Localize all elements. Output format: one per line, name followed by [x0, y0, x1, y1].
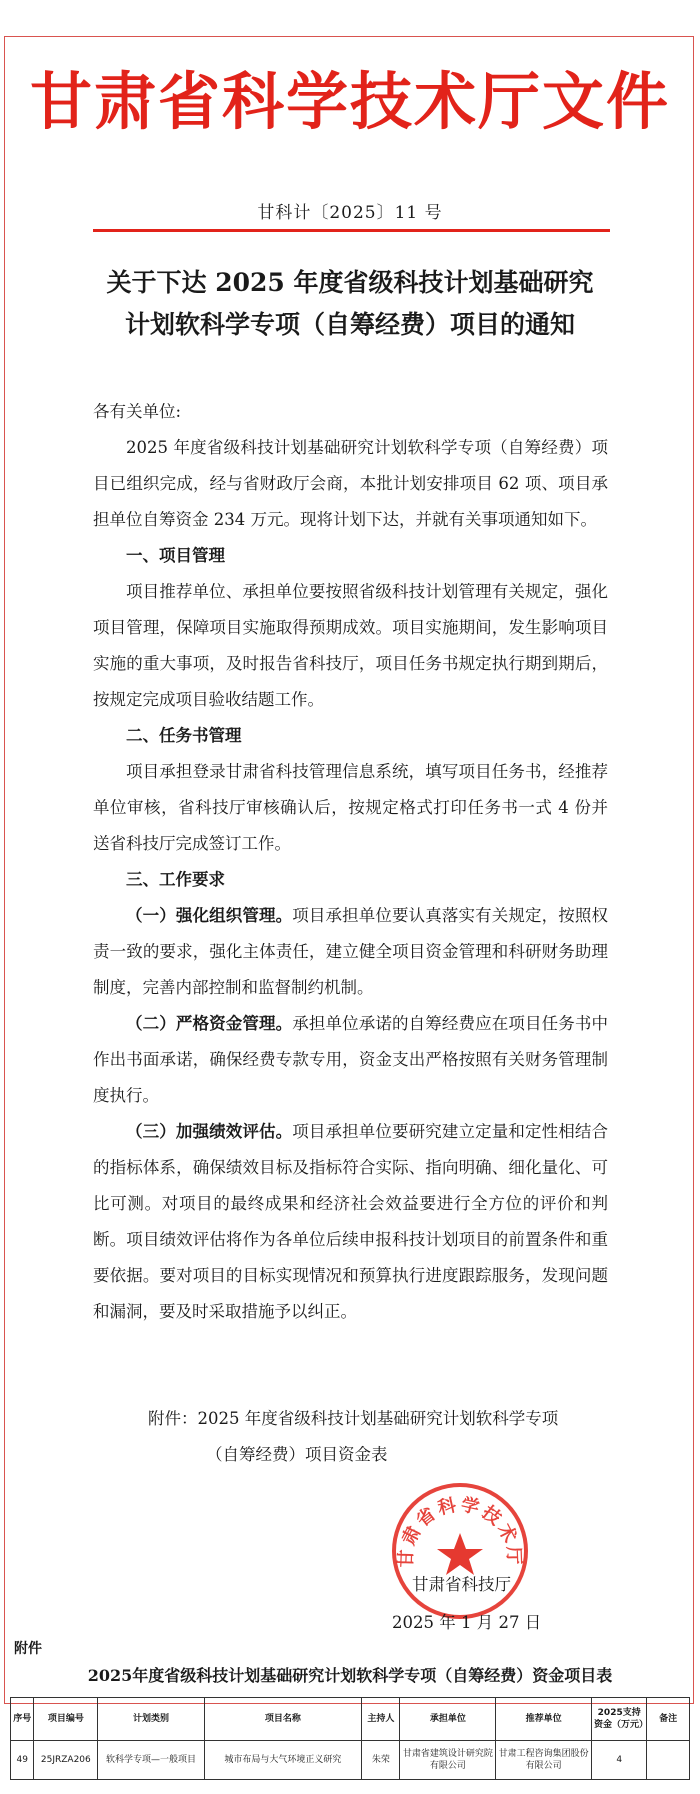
seal-text: 甘肃省科学技术厅 — [395, 1494, 525, 1568]
requirement1-text: 项目承担单位要认真落实有关规定，按照权责一致的要求，强化主体责任，建立健全项目资金管理和科研财务助理制度，完善内部控制和监督制约机制。 — [93, 906, 608, 997]
requirement1-paragraph — [93, 898, 608, 1006]
requirement2-paragraph — [93, 1006, 608, 1114]
table-cell: 甘肃工程咨询集团股份有限公司 — [496, 1741, 592, 1780]
requirement3-text: 项目承担单位要研究建立定量和定性相结合的指标体系，确保绩效目标及指标符合实际、指向明确、细化量化、可比可测。对项目的最终成果和经济社会效益要进行全方位的评价和判断。项目绩效评估将作为各单位后续申报科技计划项目的前置条件和重要依据。要对项目的目标实现情况和预算执行进度跟踪服务，发现问题和漏洞，要及时采取措施予以纠正。 — [93, 1122, 608, 1321]
requirement2-lead: （二）严格资金管理。 — [126, 1014, 293, 1033]
col-header: 项目编号 — [34, 1698, 98, 1741]
col-header: 项目名称 — [204, 1698, 362, 1741]
requirement2-text: 承担单位承诺的自筹经费应在项目任务书中作出书面承诺，确保经费专款专用，资金支出严格按照有关财务管理制度执行。 — [93, 1014, 608, 1105]
table-cell: 软科学专项—一般项目 — [98, 1741, 204, 1780]
section3-heading: 三、工作要求 — [126, 870, 225, 889]
notice-title-line1: 关于下达 2025 年度省级科技计划基础研究 — [106, 268, 594, 297]
requirement3-paragraph — [93, 1114, 608, 1330]
table-cell: 4 — [592, 1741, 647, 1780]
table-cell — [647, 1741, 690, 1780]
table-cell: 49 — [11, 1741, 34, 1780]
col-header: 计划类别 — [98, 1698, 204, 1741]
signing-authority: 甘肃省科技厅 — [412, 1575, 511, 1594]
requirement3-lead: （三）加强绩效评估。 — [126, 1122, 293, 1141]
attachment-note — [148, 1401, 608, 1473]
col-header: 2025支持资金（万元） — [592, 1698, 647, 1741]
section2-heading: 二、任务书管理 — [126, 726, 242, 745]
table-header-row — [11, 1698, 690, 1741]
col-header: 备注 — [647, 1698, 690, 1741]
section1-paragraph: 项目推荐单位、承担单位要按照省级科技计划管理有关规定，强化项目管理，保障项目实施取得预期成效。项目实施期间，发生影响项目实施的重大事项，及时报告省科技厅，项目任务书规定执行期到期后，按规定完成项目验收结题工作。 — [93, 582, 608, 709]
annex-label: 附件 — [14, 1641, 42, 1657]
funding-table — [10, 1697, 690, 1780]
document-number: 甘科计〔2025〕11 号 — [257, 203, 443, 223]
requirement1-lead: （一）强化组织管理。 — [126, 906, 293, 925]
section1-heading: 一、项目管理 — [126, 546, 225, 565]
salutation: 各有关单位: — [93, 402, 182, 421]
attachment-line1: 附件：2025 年度省级科技计划基础研究计划软科学专项 — [148, 1409, 559, 1428]
table-cell: 朱荣 — [362, 1741, 400, 1780]
col-header: 推荐单位 — [496, 1698, 592, 1741]
intro-paragraph: 2025 年度省级科技计划基础研究计划软科学专项（自筹经费）项目已组织完成，经与省财政厅会商，本批计划安排项目 62 项、项目承担单位自筹资金 234 万元。现将计划下达，并就有关事项通知如下。 — [93, 438, 608, 529]
col-header: 主持人 — [362, 1698, 400, 1741]
notice-title — [60, 262, 640, 346]
notice-title-line2: 计划软科学专项（自筹经费）项目的通知 — [124, 310, 575, 339]
col-header: 序号 — [11, 1698, 34, 1741]
notice-body — [93, 394, 608, 1330]
col-header: 承担单位 — [400, 1698, 496, 1741]
table-cell: 25JRZA206 — [34, 1741, 98, 1780]
official-seal-icon — [390, 1481, 530, 1621]
issue-date: 2025 年 1 月 27 日 — [392, 1613, 542, 1632]
table-row — [11, 1741, 690, 1780]
red-divider — [93, 229, 610, 232]
table-cell: 城市布局与大气环境正义研究 — [204, 1741, 362, 1780]
section2-paragraph: 项目承担登录甘肃省科技管理信息系统，填写项目任务书，经推荐单位审核，省科技厅审核确认后，按规定格式打印任务书一式 4 份并送省科技厅完成签订工作。 — [93, 762, 608, 853]
annex-title: 2025年度省级科技计划基础研究计划软科学专项（自筹经费）资金项目表 — [87, 1666, 613, 1685]
issuing-authority-header: 甘肃省科学技术厅文件 — [29, 65, 670, 138]
attachment-line2: （自筹经费）项目资金表 — [206, 1445, 388, 1464]
table-cell: 甘肃省建筑设计研究院有限公司 — [400, 1741, 496, 1780]
